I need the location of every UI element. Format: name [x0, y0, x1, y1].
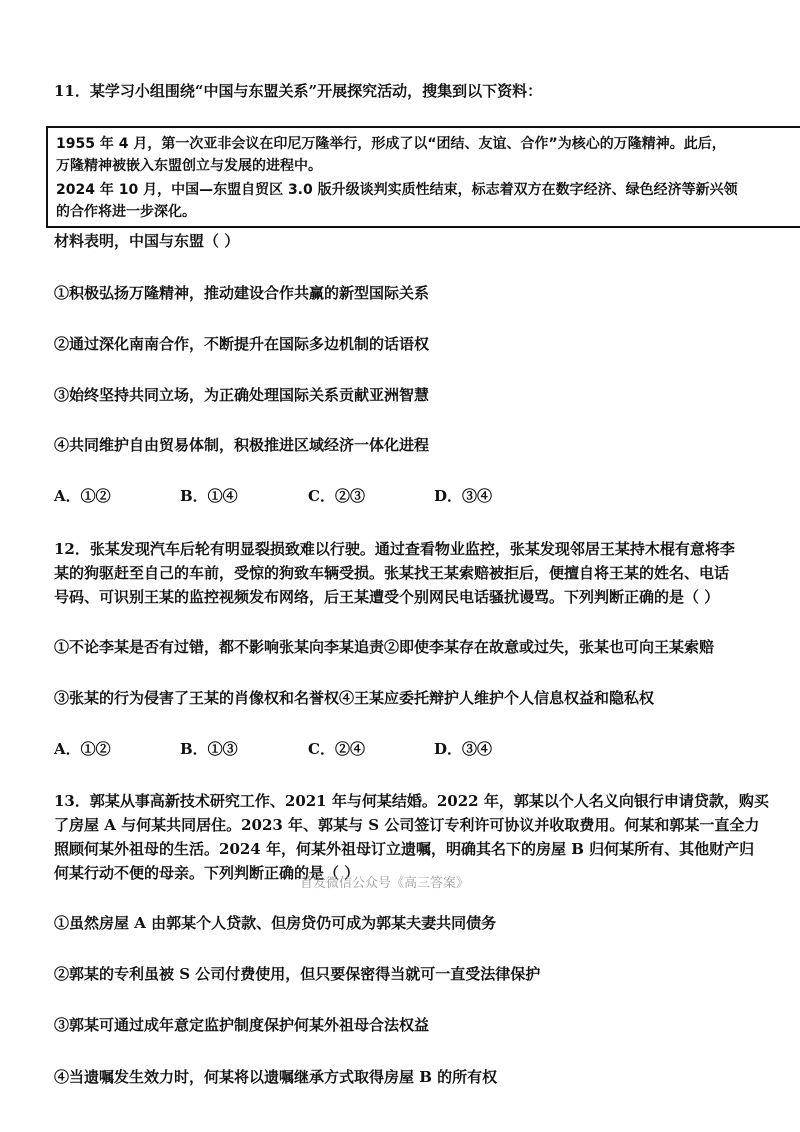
q11-statement-3: ③始终坚持共同立场，为正确处理国际关系贡献亚洲智慧	[54, 386, 430, 404]
q11-material-line: 的合作将进一步深化。	[56, 204, 196, 220]
q13-stem-line: 了房屋 A 与何某共同居住。2023 年、郭某与 S 公司签订专利许可协议并收取费用。何某和郭某一直全力	[54, 816, 760, 834]
q13-statement-3: ③郭某可通过成年意定监护制度保护何某外祖母合法权益	[54, 1016, 430, 1034]
q11-material-line: 2024 年 10 月，中国—东盟自贸区 3.0 版升级谈判实质性结束，标志着双方在数字经济、绿色经济等新兴领	[56, 182, 738, 198]
q12-statements-1-2: ①不论李某是否有过错，都不影响张某向李某追责②即使李某存在故意或过失，张某也可向王某索赔	[54, 638, 715, 656]
q11-statement-1: ①积极弘扬万隆精神，推动建设合作共赢的新型国际关系	[54, 284, 430, 302]
q11-statement-4: ④共同维护自由贸易体制，积极推进区域经济一体化进程	[54, 436, 430, 454]
q11-option-c[interactable]: C．②③	[308, 487, 365, 505]
q11-material-line: 万隆精神被嵌入东盟创立与发展的进程中。	[56, 158, 322, 174]
q13-statement-4: ④当遗嘱发生效力时，何某将以遗嘱继承方式取得房屋 B 的所有权	[54, 1068, 498, 1086]
q11-material-line: 1955 年 4 月，第一次亚非会议在印尼万隆举行，形成了以“团结、友谊、合作”为核心的万隆精神。此后，	[56, 136, 726, 152]
q13-stem-line: 何某行动不便的母亲。下列判断正确的是（ ）	[54, 864, 360, 882]
q12-option-a[interactable]: A．①②	[54, 740, 111, 758]
q13-stem-line: 照顾何某外祖母的生活。2024 年，何某外祖母订立遗嘱，明确其名下的房屋 B 归何某所有、其他财产归	[54, 840, 755, 858]
q11-option-d[interactable]: D．③④	[434, 487, 493, 505]
q13-stem-line: 13．郭某从事高新技术研究工作、2021 年与何某结婚。2022 年，郭某以个人名义向银行申请贷款，购买	[54, 792, 769, 810]
q11-stem: 11．某学习小组围绕“中国与东盟关系”开展探究活动，搜集到以下资料：	[54, 82, 543, 100]
q12-option-c[interactable]: C．②④	[308, 740, 365, 758]
q11-option-a[interactable]: A．①②	[54, 487, 111, 505]
q11-option-b[interactable]: B．①④	[180, 487, 238, 505]
q11-prompt: 材料表明，中国与东盟（ ）	[54, 232, 240, 250]
q11-material-box	[46, 126, 800, 228]
q12-statements-3-4: ③张某的行为侵害了王某的肖像权和名誉权④王某应委托辩护人维护个人信息权益和隐私权	[54, 689, 655, 707]
watermark-text: 首发微信公众号《高三答案》	[300, 876, 470, 891]
q13-statement-2: ②郭某的专利虽被 S 公司付费使用，但只要保密得当就可一直受法律保护	[54, 965, 541, 983]
q11-statement-2: ②通过深化南南合作，不断提升在国际多边机制的话语权	[54, 335, 430, 353]
q12-stem-line: 12．张某发现汽车后轮有明显裂损致难以行驶。通过查看物业监控，张某发现邻居王某持木棍有意将李	[54, 540, 735, 558]
q12-stem-line: 某的狗驱赶至自己的车前，受惊的狗致车辆受损。张某找王某索赔被拒后，便擅自将王某的姓名、电话	[54, 564, 730, 582]
q12-option-d[interactable]: D．③④	[434, 740, 493, 758]
q13-statement-1: ①虽然房屋 A 由郭某个人贷款、但房贷仍可成为郭某夫妻共同债务	[54, 914, 497, 932]
q12-stem-line: 号码、可识别王某的监控视频发布网络，后王某遭受个别网民电话骚扰谩骂。下列判断正确的是（ ）	[54, 588, 720, 606]
q12-option-b[interactable]: B．①③	[180, 740, 238, 758]
